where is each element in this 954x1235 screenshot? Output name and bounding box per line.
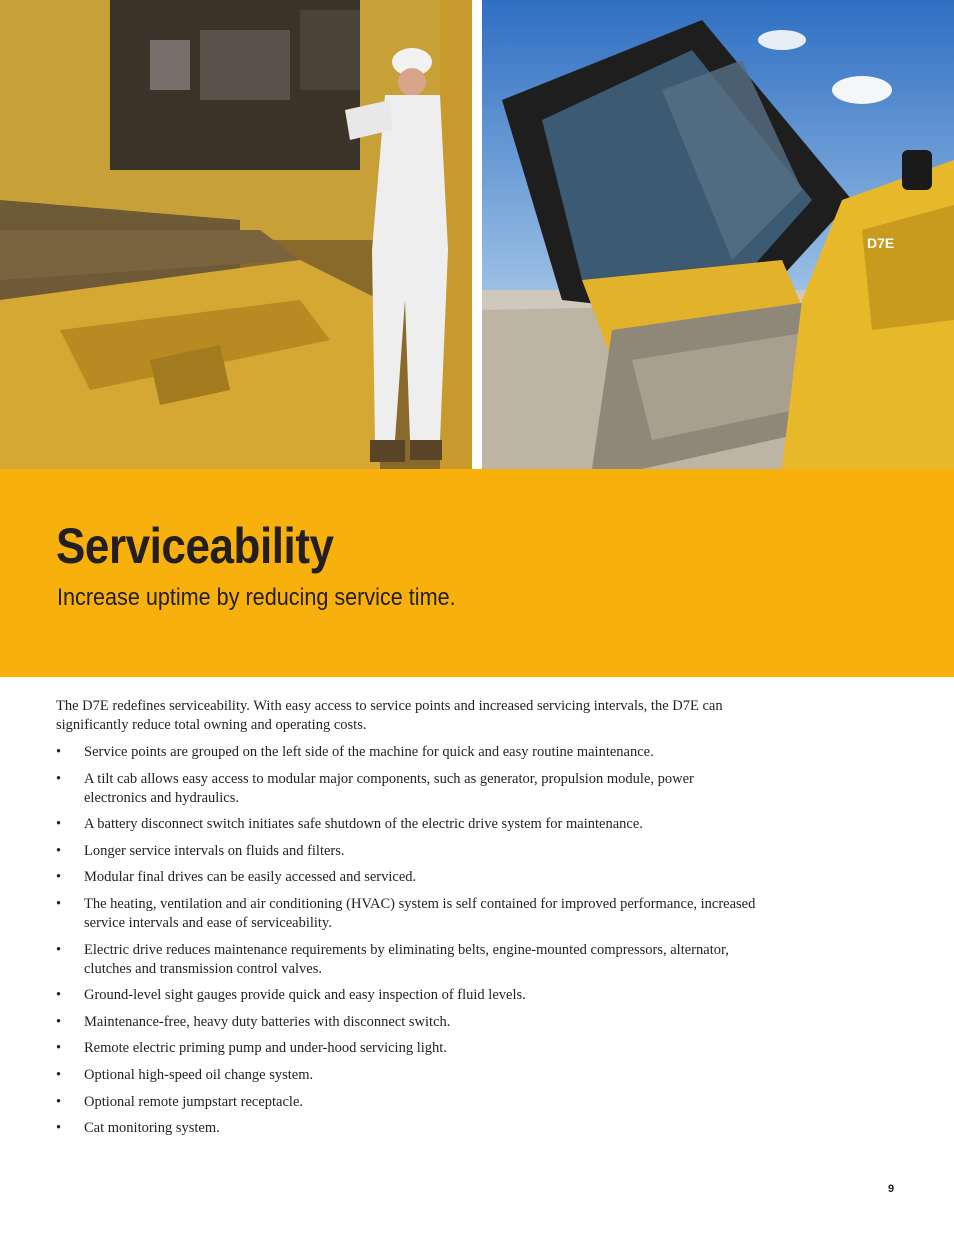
- list-item: [56, 842, 756, 861]
- bullet-icon: •: [56, 1066, 62, 1083]
- tilt-cab-photo: [482, 0, 954, 469]
- list-item-text: Optional remote jumpstart receptacle.: [84, 1093, 304, 1110]
- list-item: [56, 1066, 756, 1085]
- body-content: [56, 697, 756, 1146]
- section-banner: [0, 469, 954, 677]
- bullet-icon: •: [56, 1040, 62, 1057]
- section-title: Serviceability: [56, 518, 334, 574]
- bullet-icon: •: [56, 987, 62, 1004]
- list-item-text: Electric drive reduces maintenance requirements by eliminating belts, engine-mounted compressors, alternator, clutches and transmission control valves.: [84, 941, 729, 977]
- page-number: 9: [888, 1183, 895, 1195]
- list-item: [56, 986, 756, 1005]
- list-item-text: Cat monitoring system.: [84, 1120, 220, 1137]
- list-item-text: A tilt cab allows easy access to modular major components, such as generator, propulsion module, power electronics and hydraulics.: [84, 770, 694, 806]
- list-item: [56, 1039, 756, 1058]
- list-item-text: The heating, ventilation and air conditioning (HVAC) system is self contained for improved performance, increased service intervals and ease of serviceability.: [84, 895, 756, 931]
- technician-photo: [0, 0, 472, 469]
- list-item: [56, 815, 756, 834]
- machine-decal: D7E: [867, 235, 895, 251]
- list-item: [56, 941, 756, 979]
- list-item-text: Ground-level sight gauges provide quick and easy inspection of fluid levels.: [84, 987, 526, 1004]
- list-item-text: Remote electric priming pump and under-hood servicing light.: [84, 1040, 447, 1057]
- list-item-text: Longer service intervals on fluids and filters.: [84, 842, 345, 859]
- technician-illustration: [0, 0, 472, 469]
- bullet-icon: •: [56, 770, 62, 787]
- list-item-text: Maintenance-free, heavy duty batteries with disconnect switch.: [84, 1013, 451, 1030]
- list-item: [56, 1093, 756, 1112]
- list-item: [56, 1013, 756, 1032]
- tilt-cab-illustration: [482, 0, 954, 469]
- bullet-icon: •: [56, 1120, 62, 1137]
- list-item-text: A battery disconnect switch initiates safe shutdown of the electric drive system for maintenance.: [84, 816, 643, 833]
- section-subtitle: Increase uptime by reducing service time.: [57, 584, 456, 611]
- bullet-icon: •: [56, 941, 62, 958]
- list-item: [56, 743, 756, 762]
- bullet-icon: •: [56, 1013, 62, 1030]
- bullet-icon: •: [56, 895, 62, 912]
- list-item-text: Optional high-speed oil change system.: [84, 1066, 314, 1083]
- bullet-icon: •: [56, 816, 62, 833]
- list-item-text: Service points are grouped on the left side of the machine for quick and easy routine maintenance.: [84, 744, 654, 760]
- bullet-icon: •: [56, 1093, 62, 1110]
- bullet-icon: •: [56, 842, 62, 859]
- feature-list: [56, 743, 756, 1138]
- list-item: [56, 1119, 756, 1138]
- list-item: [56, 770, 756, 808]
- photo-row: [0, 0, 954, 469]
- intro-paragraph: The D7E redefines serviceability. With easy access to service points and increased servicing intervals, the D7E can significantly reduce total owning and operating costs.: [56, 698, 723, 733]
- list-item-text: Modular final drives can be easily accessed and serviced.: [84, 869, 417, 886]
- bullet-icon: •: [56, 869, 62, 886]
- list-item: [56, 868, 756, 887]
- list-item: [56, 895, 756, 933]
- bullet-icon: •: [56, 744, 62, 760]
